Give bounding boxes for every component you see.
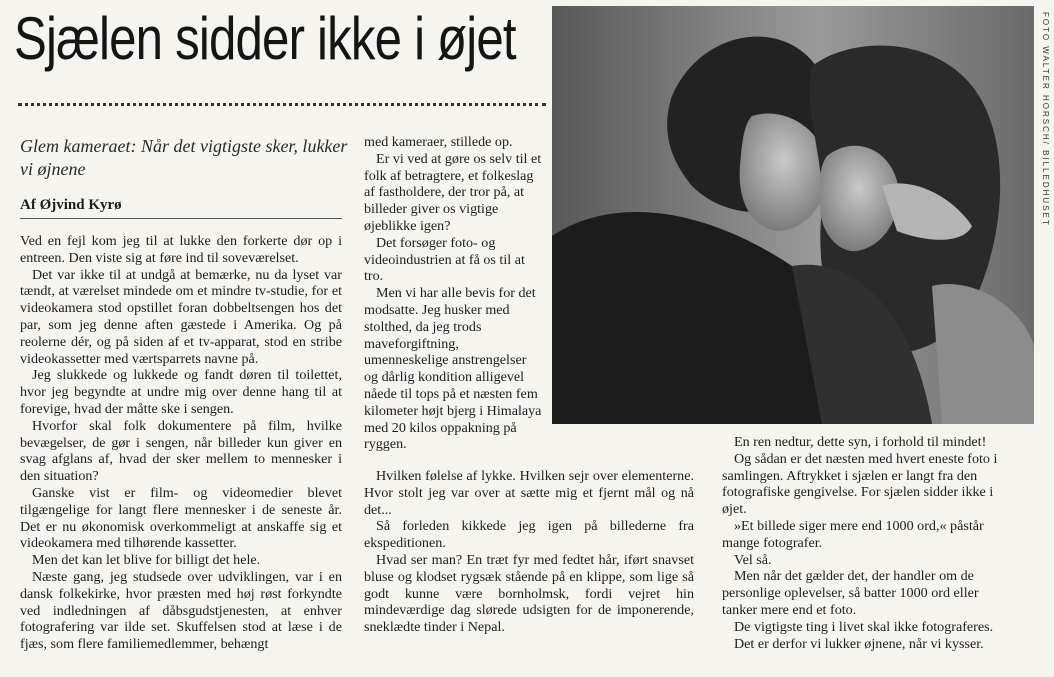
paragraph: »Et billede siger mere end 1000 ord,« påstår mange fotografer. (722, 517, 984, 551)
headline: Sjælen sidder ikke i øjet (14, 5, 516, 72)
paragraph: Hvilken følelse af lykke. Hvilken sejr over elementerne. Hvor stolt jeg var over at sætte mig et fjernt mål og nå det... (364, 468, 694, 518)
paragraph: En ren nedtur, dette syn, i forhold til mindet! (734, 434, 987, 450)
paragraph: Hvorfor skal folk dokumentere på film, hvilke bevægelser, de gør i sengen, når billeder kun giver en svag afglans af, hvad der sker mellem to mennesker i den situation? (20, 417, 342, 485)
paragraph: Næste gang, jeg studsede over udviklingen, var i en dansk folkekirke, hvor præsten med høj røst forkyndte ved indledningen af dåbsgudstjenesten, at enhver fotografering var ilde set. Skuffelsen stod at læse i de fjæs, som flere familiemedlemmer, behængt (20, 568, 342, 653)
article-column-3 (722, 434, 1012, 652)
article-column-1 (20, 233, 342, 653)
paragraph: De vigtigste ting i livet skal ikke fotograferes. (734, 618, 994, 635)
paragraph: Og sådan er det næsten med hvert eneste foto i samlingen. Aftrykket i sjælen er langt fra den fotografiske gengivelse. For sjælen sidder ikke i øjet. (722, 450, 998, 518)
paragraph: Men vi har alle bevis for det modsatte. Jeg husker med stolthed, da jeg trods maveforgiftning, umenneskelige anstrengelser og dårlig kondition alligevel nåede til tops på et næsten fem kilometer højt bjerg i Himalaya med 20 kilos oppakning på ryggen. (364, 285, 542, 453)
paragraph: Er vi ved at gøre os selv til et folk af betragtere, et folkeslag af fastholdere, der tror på, at billeder giver os vigtige øjeblikke igen? (364, 150, 542, 234)
dotted-rule (18, 103, 546, 106)
article-column-2-continued (364, 468, 694, 636)
article-column-2 (364, 134, 544, 453)
kissing-couple-photo (552, 6, 1034, 424)
paragraph: med kameraer, stillede op. (364, 134, 513, 150)
subheading: Glem kameraet: Når det vigtigste sker, lukker vi øjnene (20, 136, 348, 179)
paragraph: Så forleden kikkede jeg igen på billederne fra ekspeditionen. (364, 518, 694, 552)
paragraph: Det var ikke til at undgå at bemærke, nu da lyset var tændt, at værelset mindede om et mindre tv-studie, for et videokamera stod opstillet foran dobbeltsengen hos det par, som jeg denne aften gæstede i Amerika. Og på reolerne dér, og på siden af et tv-apparat, stod en stribe videokassetter med værtsparrets navne på. (20, 266, 342, 367)
paragraph: Jeg slukkede og lukkede og fandt døren til toilettet, hvor jeg begyndte at undre mig over denne hang til at forevige, hvad der måtte ske i sengen. (20, 367, 342, 417)
paragraph: Hvad ser man? En træt fyr med fedtet hår, iført snavset bluse og klodset rygsæk stående på en klippe, som lige så godt kunne være bornholmsk, fordi vejret hin mindeværdige dag slørede udsigten for de imponerende, sneklædte tinder i Nepal. (364, 551, 694, 636)
paragraph: Men det kan let blive for billigt det hele. (32, 552, 261, 569)
paragraph: Vel så. (734, 551, 772, 568)
photo-illustration (552, 6, 1034, 424)
photo-credit: FOTO WALTER HORSCH/ BILLEDHUSET (1041, 12, 1050, 227)
paragraph: Det forsøger foto- og videoindustrien at få os til at tro. (364, 234, 525, 285)
paragraph: Ganske vist er film- og videomedier blevet tilgængelige for langt flere mennesker i de seneste år. Det er nu økonomisk overkommeligt at anskaffe sig et videokamera med tilhørende kassetter. (20, 484, 342, 552)
paragraph: Det er derfor vi lukker øjnene, når vi kysser. (734, 635, 984, 652)
byline: Af Øjvind Kyrø (20, 196, 342, 219)
paragraph: Ved en fejl kom jeg til at lukke den forkerte dør op i entreen. Den viste sig at føre ind til soveværelset. (20, 233, 342, 266)
paragraph: Men når det gælder det, der handler om de personlige oplevelser, så batter 1000 ord eller tanker mere end et foto. (722, 568, 979, 618)
